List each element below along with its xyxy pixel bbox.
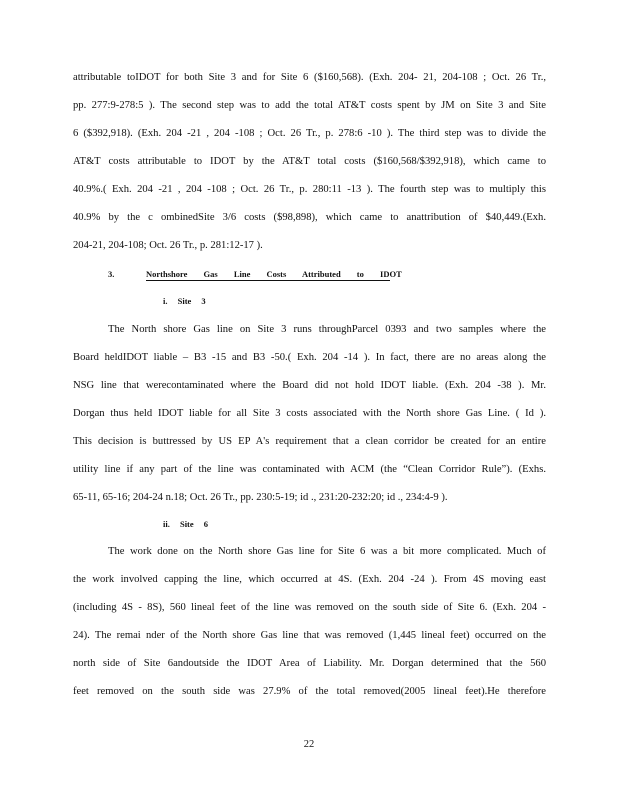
paragraph-2-line: NSG line that werecontaminated where the Board did not hold IDOT liable. (Exh. 204 -38 ). Mr. bbox=[73, 380, 546, 391]
paragraph-2-line: The North shore Gas line on Site 3 runs throughParcel 0393 and two samples where the bbox=[108, 324, 546, 335]
paragraph-3-line: (including 4S - 8S), 560 lineal feet of the line was removed on the south side of Site 6. (Exh. 204 - bbox=[73, 602, 546, 613]
subsection-heading-site-3: i. Site 3 bbox=[163, 296, 206, 306]
paragraph-2-line: Board heldIDOT liable – B3 -15 and B3 -50.( Exh. 204 -14 ). In fact, there are no areas along the bbox=[73, 352, 546, 363]
paragraph-1-line: pp. 277:9-278:5 ). The second step was to add the total AT&T costs spent by JM on Site 3 and Site bbox=[73, 100, 546, 111]
paragraph-1-line: attributable toIDOT for both Site 3 and for Site 6 ($160,568). (Exh. 204- 21, 204-108 ; Oct. 26 Tr., bbox=[73, 72, 546, 83]
paragraph-2-line: utility line if any part of the line was contaminated with ACM (the “Clean Corridor Rule”). (Exhs. bbox=[73, 464, 546, 475]
paragraph-3-line: the work involved capping the line, which occurred at 4S. (Exh. 204 -24 ). From 4S moving east bbox=[73, 574, 546, 585]
subsection-heading-site-6: ii. Site 6 bbox=[163, 519, 209, 529]
paragraph-1-line: 204-21, 204-108; Oct. 26 Tr., p. 281:12-17 ). bbox=[73, 240, 263, 251]
paragraph-2-line: This decision is buttressed by US EP A's requirement that a clean corridor be created for an entire bbox=[73, 436, 546, 447]
paragraph-3-line: feet removed on the south side was 27.9% of the total removed(2005 lineal feet).He therefore bbox=[73, 686, 546, 697]
paragraph-3-line: 24). The remai nder of the North shore Gas line that was removed (1,445 lineal feet) occurred on the bbox=[73, 630, 546, 641]
section-number: 3. bbox=[108, 269, 115, 279]
paragraph-2-line: Dorgan thus held IDOT liable for all Site 3 costs associated with the North shore Gas Line. ( Id ). bbox=[73, 408, 546, 419]
paragraph-1-line: 6 ($392,918). (Exh. 204 -21 , 204 -108 ; Oct. 26 Tr., p. 278:6 -10 ). The third step was to divide the bbox=[73, 128, 546, 139]
page-number: 22 bbox=[303, 739, 315, 750]
paragraph-1-line: 40.9%.( Exh. 204 -21 , 204 -108 ; Oct. 26 Tr., p. 280:11 -13 ). The fourth step was to multiply this bbox=[73, 184, 546, 195]
paragraph-1-line: AT&T costs attributable to IDOT by the AT&T total costs ($160,568/$392,918), which came to bbox=[73, 156, 546, 167]
paragraph-3-line: north side of Site 6andoutside the IDOT Area of Liability. Mr. Dorgan determined that the 560 bbox=[73, 658, 546, 669]
section-title: Northshore Gas Line Costs Attributed to IDOT bbox=[146, 269, 402, 279]
paragraph-2-line: 65-11, 65-16; 204-24 n.18; Oct. 26 Tr., pp. 230:5-19; id ., 231:20-232:20; id ., 234:4-9 ). bbox=[73, 492, 448, 503]
paragraph-1-line: 40.9% by the c ombinedSite 3/6 costs ($98,898), which came to anattribution of $40,449.(Exh. bbox=[73, 212, 546, 223]
paragraph-3-line: The work done on the North shore Gas line for Site 6 was a bit more complicated. Much of bbox=[108, 546, 546, 557]
